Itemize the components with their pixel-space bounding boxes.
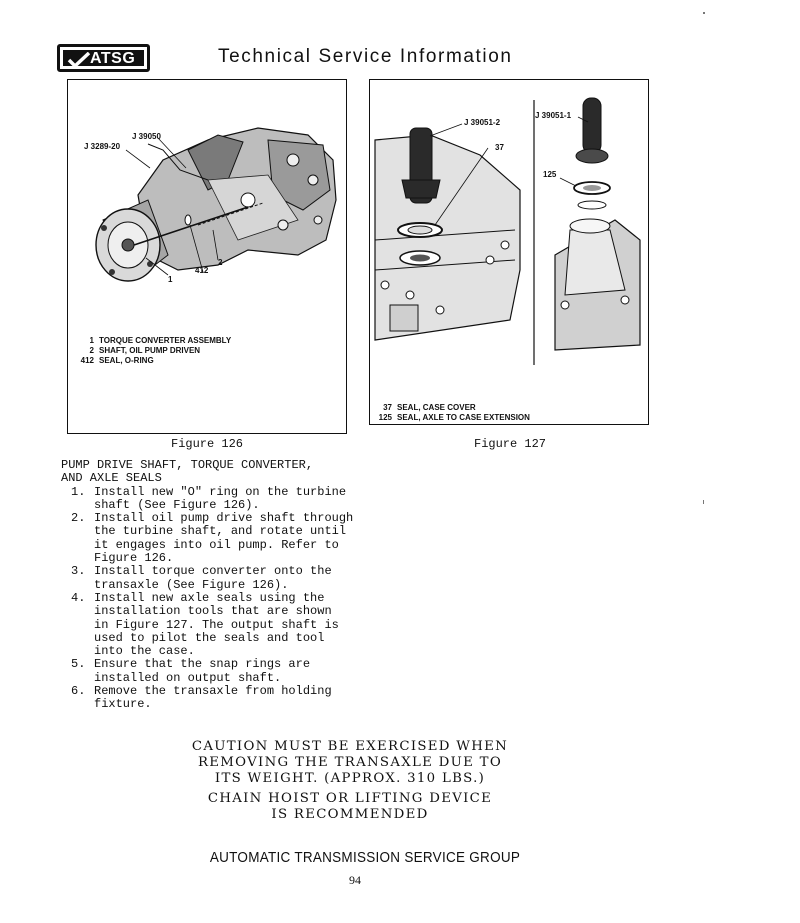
legend-row: 125 SEAL, AXLE TO CASE EXTENSION — [378, 413, 530, 422]
transaxle-converter-illustration — [68, 80, 347, 434]
procedure-step: 4. Install new axle seals using the installation tools that are shown in Figure 127. The output shaft is used to pilot the seals and tool into the case. — [71, 590, 339, 659]
checkmark-icon — [67, 52, 91, 68]
figure-127 — [369, 79, 649, 425]
scan-speck — [703, 12, 705, 14]
procedure-step: 1. Install new "O" ring on the turbine shaft (See Figure 126). — [71, 484, 347, 512]
legend-row: 2 SHAFT, OIL PUMP DRIVEN — [89, 346, 201, 355]
figure-127-caption: Figure 127 — [474, 437, 547, 451]
label-part-412: 412 — [195, 266, 209, 275]
procedure-steps — [61, 486, 361, 712]
procedure-step: 2. Install oil pump drive shaft through the turbine shaft, and rotate until it engages into oil pump. Refer to Figure 126. — [71, 511, 354, 566]
caution-line: CHAIN HOIST OR LIFTING DEVICE — [207, 791, 493, 806]
label-j39051-1: J 39051-1 — [535, 111, 572, 120]
page-number: 94 — [349, 873, 361, 887]
legend-row: 412 SEAL, O-RING — [80, 356, 154, 365]
label-part-37: 37 — [495, 143, 504, 152]
figure-126-legend — [68, 336, 231, 366]
page-title: Technical Service Information — [218, 46, 513, 67]
procedure-step: 6. Remove the transaxle from holding fixture. — [71, 684, 332, 712]
logo-text: ATSG — [90, 50, 136, 67]
label-j39050: J 39050 — [132, 132, 161, 141]
caution-line: CAUTION MUST BE EXERCISED WHEN — [191, 739, 509, 754]
procedure-heading-line: PUMP DRIVE SHAFT, TORQUE CONVERTER, — [61, 458, 314, 472]
caution-notice — [120, 739, 580, 823]
atsg-logo — [57, 44, 150, 72]
label-part-1: 1 — [168, 275, 173, 284]
procedure-step: 5. Ensure that the snap rings are installed on output shaft. — [71, 657, 311, 685]
figure-126 — [67, 79, 347, 434]
scan-speck — [703, 500, 704, 504]
figure-126-caption: Figure 126 — [171, 437, 244, 451]
caution-line: ITS WEIGHT. (APPROX. 310 LBS.) — [214, 771, 486, 786]
procedure-step: 3. Install torque converter onto the transaxle (See Figure 126). — [71, 564, 332, 592]
label-j3289-20: J 3289-20 — [84, 142, 121, 151]
caution-line: REMOVING THE TRANSAXLE DUE TO — [197, 755, 503, 770]
procedure-heading-line: AND AXLE SEALS — [61, 471, 162, 486]
procedure-section — [61, 459, 361, 712]
footer-organization: AUTOMATIC TRANSMISSION SERVICE GROUP — [209, 849, 521, 866]
label-part-125: 125 — [543, 170, 557, 179]
label-j39051-2: J 39051-2 — [464, 118, 501, 127]
label-part-2: 2 — [218, 258, 223, 267]
axle-seal-installation-illustration — [370, 80, 649, 425]
caution-line: IS RECOMMENDED — [271, 807, 429, 822]
legend-row: 1 TORQUE CONVERTER ASSEMBLY — [89, 336, 232, 345]
legend-row: 37 SEAL, CASE COVER — [383, 403, 476, 412]
figure-127-legend — [370, 403, 530, 423]
